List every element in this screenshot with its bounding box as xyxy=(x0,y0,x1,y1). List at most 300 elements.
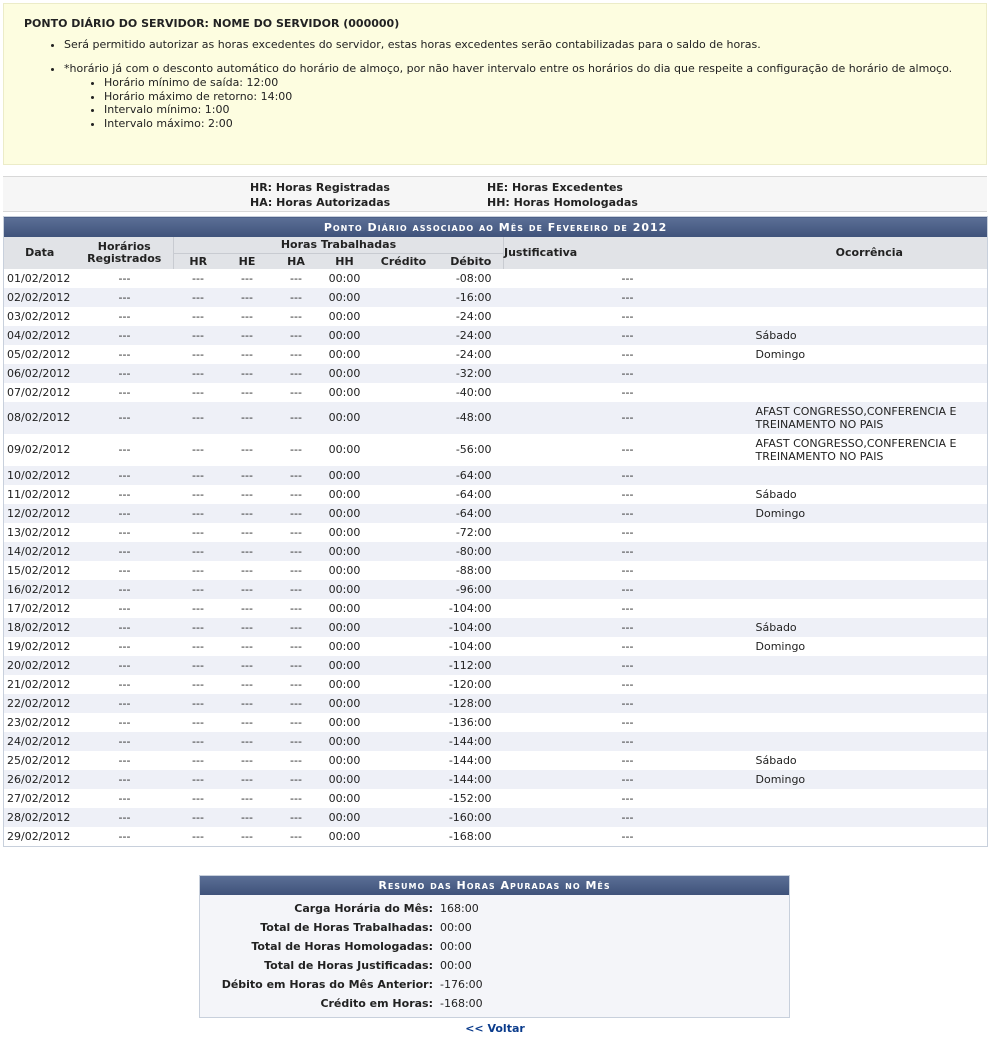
cell-credito xyxy=(369,789,439,808)
daily-timesheet-table xyxy=(3,216,988,847)
legend-hr: HR: Horas Registradas xyxy=(250,181,390,194)
col-header-hr: HR xyxy=(174,253,223,269)
cell-ha: --- xyxy=(272,326,321,345)
cell-hr: --- xyxy=(174,288,223,307)
cell-hr: --- xyxy=(192,791,204,805)
cell-credito xyxy=(369,694,439,713)
summary-label: Total de Horas Justificadas: xyxy=(264,959,433,972)
cell-hr: --- xyxy=(174,618,223,637)
cell-he: --- xyxy=(223,504,272,523)
cell-justificativa: --- xyxy=(621,829,634,843)
cell-he: --- xyxy=(223,808,272,827)
cell-date: 06/02/2012 xyxy=(4,364,76,383)
cell-hh: 00:00 xyxy=(328,443,361,456)
cell-debito: -72:00 xyxy=(455,525,492,539)
cell-credito xyxy=(369,770,439,789)
summary-label: Débito em Horas do Mês Anterior: xyxy=(221,978,433,991)
cell-ocorrencia: Sábado xyxy=(755,753,797,767)
cell-hh: 00:00 xyxy=(321,618,369,637)
cell-justificativa: --- xyxy=(621,601,634,615)
cell-hh: 00:00 xyxy=(328,791,361,805)
cell-he: --- xyxy=(241,677,253,691)
cell-hh: 00:00 xyxy=(328,525,361,539)
cell-hr: --- xyxy=(192,385,204,399)
cell-ocorrencia xyxy=(752,808,988,827)
cell-he: --- xyxy=(241,563,253,577)
cell-credito xyxy=(369,364,439,383)
cell-ha: --- xyxy=(290,563,302,577)
summary-value: -168:00 xyxy=(440,997,483,1010)
cell-date: 26/02/2012 xyxy=(4,770,76,789)
cell-hr: --- xyxy=(192,525,204,539)
cell-credito xyxy=(369,434,439,466)
cell-ocorrencia: Sábado xyxy=(752,618,988,637)
cell-ha: --- xyxy=(272,808,321,827)
summary-value: 00:00 xyxy=(440,959,472,972)
cell-horarios: --- xyxy=(118,525,131,539)
cell-ha: --- xyxy=(272,542,321,561)
cell-horarios: --- xyxy=(76,402,174,434)
table-row xyxy=(4,751,988,770)
back-link[interactable]: << Voltar xyxy=(465,1022,525,1035)
summary-label: Carga Horária do Mês: xyxy=(294,902,433,915)
cell-ocorrencia xyxy=(752,466,988,485)
summary-value: 00:00 xyxy=(440,921,472,934)
cell-ocorrencia: Domingo xyxy=(755,347,806,361)
cell-horarios: --- xyxy=(76,326,174,345)
cell-hh: 00:00 xyxy=(321,402,369,434)
cell-hh: 00:00 xyxy=(328,829,361,843)
cell-justificativa: --- xyxy=(621,385,634,399)
cell-horarios: --- xyxy=(118,385,131,399)
table-row xyxy=(4,637,988,656)
cell-hr: --- xyxy=(192,715,204,729)
cell-hr: --- xyxy=(192,829,204,843)
cell-horarios: --- xyxy=(76,364,174,383)
col-header-credito: Crédito xyxy=(369,253,439,269)
summary-panel xyxy=(199,875,790,1018)
cell-date: 07/02/2012 xyxy=(7,385,71,399)
info-bullet-text: *horário já com o desconto automático do horário de almoço, por não haver intervalo entre os horários do dia que respeite a configuração de horário de almoço. xyxy=(64,62,953,75)
cell-credito xyxy=(369,542,439,561)
cell-he: --- xyxy=(241,385,253,399)
table-row xyxy=(4,326,988,345)
cell-ocorrencia: Sábado xyxy=(752,326,988,345)
cell-credito xyxy=(369,637,439,656)
cell-date: 09/02/2012 xyxy=(7,443,71,456)
cell-hr: --- xyxy=(174,402,223,434)
cell-justificativa: --- xyxy=(621,487,634,501)
table-row xyxy=(4,307,988,326)
cell-he: --- xyxy=(241,791,253,805)
legend-bar xyxy=(3,176,987,212)
cell-ha: --- xyxy=(290,271,302,285)
cell-he: --- xyxy=(241,753,253,767)
cell-ocorrencia xyxy=(752,542,988,561)
cell-hh: 00:00 xyxy=(328,487,361,501)
table-row xyxy=(4,523,988,542)
summary-label: Crédito em Horas: xyxy=(320,997,433,1010)
cell-date: 10/02/2012 xyxy=(4,466,76,485)
summary-value: 00:00 xyxy=(440,940,472,953)
summary-row xyxy=(200,918,789,937)
cell-ha: --- xyxy=(272,288,321,307)
cell-horarios: --- xyxy=(118,639,131,653)
lunch-config-item: • Horário máximo de retorno: 14:00 xyxy=(104,90,984,104)
cell-justificativa: --- xyxy=(504,580,752,599)
cell-ocorrencia: Domingo xyxy=(755,639,806,653)
cell-ha: --- xyxy=(272,580,321,599)
cell-ha: --- xyxy=(272,656,321,675)
cell-date: 13/02/2012 xyxy=(7,525,71,539)
cell-ocorrencia xyxy=(752,675,988,694)
table-caption: Ponto Diário associado ao Mês de Fevereiro de 2012 xyxy=(4,217,988,238)
cell-justificativa: --- xyxy=(504,504,752,523)
cell-he: --- xyxy=(241,715,253,729)
cell-justificativa: --- xyxy=(621,753,634,767)
cell-horarios: --- xyxy=(118,715,131,729)
col-header-he: HE xyxy=(223,253,272,269)
table-row xyxy=(4,485,988,504)
cell-debito: -144:00 xyxy=(439,770,504,789)
cell-credito xyxy=(369,751,439,770)
col-header-ha: HA xyxy=(272,253,321,269)
cell-horarios: --- xyxy=(118,271,131,285)
cell-horarios: --- xyxy=(118,601,131,615)
cell-date: 17/02/2012 xyxy=(7,601,71,615)
cell-hr: --- xyxy=(192,677,204,691)
cell-horarios: --- xyxy=(118,347,131,361)
cell-hr: --- xyxy=(192,639,204,653)
cell-hh: 00:00 xyxy=(321,770,369,789)
cell-credito xyxy=(369,307,439,326)
cell-hr: --- xyxy=(192,601,204,615)
cell-justificativa: --- xyxy=(621,525,634,539)
table-row xyxy=(4,288,988,307)
cell-he: --- xyxy=(241,829,253,843)
cell-ocorrencia: AFAST CONGRESSO,CONFERENCIA E TREINAMENTO NO PAIS xyxy=(755,436,957,463)
cell-hr: --- xyxy=(174,326,223,345)
cell-hr: --- xyxy=(174,770,223,789)
cell-ha: --- xyxy=(290,791,302,805)
cell-he: --- xyxy=(223,694,272,713)
cell-debito: -104:00 xyxy=(439,618,504,637)
cell-ha: --- xyxy=(290,443,302,456)
cell-horarios: --- xyxy=(76,288,174,307)
cell-date: 24/02/2012 xyxy=(4,732,76,751)
cell-justificativa: --- xyxy=(621,309,634,323)
cell-justificativa: --- xyxy=(504,694,752,713)
cell-date: 23/02/2012 xyxy=(7,715,71,729)
cell-debito: -136:00 xyxy=(448,715,492,729)
cell-he: --- xyxy=(223,402,272,434)
cell-ha: --- xyxy=(290,347,302,361)
cell-hh: 00:00 xyxy=(328,347,361,361)
cell-hh: 00:00 xyxy=(328,271,361,285)
cell-debito: -48:00 xyxy=(439,402,504,434)
cell-ocorrencia xyxy=(752,656,988,675)
col-header-horarios: Horários Registrados xyxy=(76,237,174,269)
cell-ocorrencia xyxy=(752,732,988,751)
cell-he: --- xyxy=(223,364,272,383)
cell-credito xyxy=(369,675,439,694)
cell-horarios: --- xyxy=(118,443,131,456)
cell-hh: 00:00 xyxy=(321,580,369,599)
cell-date: 14/02/2012 xyxy=(4,542,76,561)
cell-hr: --- xyxy=(174,694,223,713)
cell-credito xyxy=(369,656,439,675)
cell-ha: --- xyxy=(272,732,321,751)
table-row xyxy=(4,789,988,808)
cell-debito: -24:00 xyxy=(455,309,492,323)
cell-debito: -96:00 xyxy=(439,580,504,599)
cell-debito: -120:00 xyxy=(448,677,492,691)
cell-ocorrencia xyxy=(752,580,988,599)
col-header-justificativa: Justificativa xyxy=(504,237,752,269)
cell-debito: -64:00 xyxy=(439,466,504,485)
summary-value: 168:00 xyxy=(440,902,479,915)
table-row xyxy=(4,827,988,847)
cell-ocorrencia xyxy=(752,561,988,580)
cell-date: 05/02/2012 xyxy=(7,347,71,361)
cell-he: --- xyxy=(241,639,253,653)
cell-debito: -08:00 xyxy=(455,271,492,285)
cell-debito: -104:00 xyxy=(448,601,492,615)
cell-date: 11/02/2012 xyxy=(7,487,71,501)
cell-ha: --- xyxy=(290,753,302,767)
cell-date: 03/02/2012 xyxy=(7,309,71,323)
cell-debito: -144:00 xyxy=(439,732,504,751)
cell-ocorrencia xyxy=(752,713,988,732)
table-row xyxy=(4,599,988,618)
summary-row xyxy=(200,975,789,994)
cell-ocorrencia xyxy=(752,269,988,288)
col-header-ocorrencia: Ocorrência xyxy=(752,237,988,269)
cell-justificativa: --- xyxy=(504,288,752,307)
cell-date: 21/02/2012 xyxy=(7,677,71,691)
cell-credito xyxy=(369,713,439,732)
lunch-config-item: • Horário mínimo de saída: 12:00 xyxy=(104,76,984,90)
cell-debito: -64:00 xyxy=(439,504,504,523)
cell-ha: --- xyxy=(290,487,302,501)
cell-date: 18/02/2012 xyxy=(4,618,76,637)
cell-horarios: --- xyxy=(118,309,131,323)
cell-hh: 00:00 xyxy=(321,466,369,485)
page-title: PONTO DIÁRIO DO SERVIDOR: NOME DO SERVIDOR (000000) xyxy=(24,17,400,30)
legend-hh: HH: Horas Homologadas xyxy=(487,196,638,209)
cell-justificativa: --- xyxy=(504,732,752,751)
cell-hr: --- xyxy=(192,487,204,501)
cell-he: --- xyxy=(241,525,253,539)
cell-credito xyxy=(369,732,439,751)
info-panel xyxy=(3,3,987,165)
cell-ocorrencia: Sábado xyxy=(755,487,797,501)
cell-horarios: --- xyxy=(118,829,131,843)
cell-debito: -24:00 xyxy=(439,326,504,345)
cell-horarios: --- xyxy=(76,732,174,751)
cell-debito: -64:00 xyxy=(455,487,492,501)
table-row xyxy=(4,713,988,732)
cell-hh: 00:00 xyxy=(328,715,361,729)
cell-he: --- xyxy=(223,542,272,561)
cell-hr: --- xyxy=(192,753,204,767)
cell-hh: 00:00 xyxy=(321,288,369,307)
cell-he: --- xyxy=(223,656,272,675)
cell-ocorrencia xyxy=(752,694,988,713)
cell-horarios: --- xyxy=(76,542,174,561)
cell-credito xyxy=(369,504,439,523)
cell-justificativa: --- xyxy=(504,770,752,789)
cell-hh: 00:00 xyxy=(328,639,361,653)
cell-ha: --- xyxy=(290,309,302,323)
cell-ocorrencia: AFAST CONGRESSO,CONFERENCIA E TREINAMENTO NO PAIS xyxy=(752,402,988,434)
cell-justificativa: --- xyxy=(504,364,752,383)
summary-row xyxy=(200,956,789,975)
cell-hh: 00:00 xyxy=(328,601,361,615)
table-row xyxy=(4,402,988,434)
cell-credito xyxy=(369,827,439,847)
cell-he: --- xyxy=(223,288,272,307)
cell-hh: 00:00 xyxy=(321,694,369,713)
cell-credito xyxy=(369,561,439,580)
cell-horarios: --- xyxy=(76,466,174,485)
table-row xyxy=(4,580,988,599)
cell-justificativa: --- xyxy=(504,402,752,434)
legend-ha: HA: Horas Autorizadas xyxy=(250,196,391,209)
table-row xyxy=(4,808,988,827)
cell-horarios: --- xyxy=(118,487,131,501)
cell-date: 01/02/2012 xyxy=(7,271,71,285)
cell-he: --- xyxy=(223,618,272,637)
cell-ocorrencia xyxy=(752,307,988,326)
cell-credito xyxy=(369,485,439,504)
table-row xyxy=(4,434,988,466)
cell-date: 04/02/2012 xyxy=(4,326,76,345)
cell-justificativa: --- xyxy=(621,347,634,361)
cell-hr: --- xyxy=(174,466,223,485)
cell-he: --- xyxy=(223,326,272,345)
cell-hr: --- xyxy=(174,732,223,751)
cell-debito: -40:00 xyxy=(455,385,492,399)
cell-date: 29/02/2012 xyxy=(7,829,71,843)
cell-justificativa: --- xyxy=(504,618,752,637)
cell-ha: --- xyxy=(290,525,302,539)
cell-ha: --- xyxy=(272,466,321,485)
table-row xyxy=(4,504,988,523)
cell-credito xyxy=(369,288,439,307)
cell-credito xyxy=(369,523,439,542)
cell-hh: 00:00 xyxy=(328,385,361,399)
cell-justificativa: --- xyxy=(504,656,752,675)
table-row xyxy=(4,269,988,288)
cell-debito: -112:00 xyxy=(439,656,504,675)
summary-label: Total de Horas Homologadas: xyxy=(251,940,433,953)
cell-hh: 00:00 xyxy=(321,504,369,523)
cell-ha: --- xyxy=(272,618,321,637)
cell-hh: 00:00 xyxy=(321,542,369,561)
cell-debito: -104:00 xyxy=(448,639,492,653)
cell-horarios: --- xyxy=(76,694,174,713)
table-row xyxy=(4,656,988,675)
cell-hh: 00:00 xyxy=(328,563,361,577)
table-row xyxy=(4,694,988,713)
cell-he: --- xyxy=(223,466,272,485)
cell-horarios: --- xyxy=(76,656,174,675)
table-row xyxy=(4,383,988,402)
cell-horarios: --- xyxy=(76,504,174,523)
cell-horarios: --- xyxy=(118,791,131,805)
col-header-debito: Débito xyxy=(439,253,504,269)
col-header-data: Data xyxy=(4,237,76,269)
cell-he: --- xyxy=(241,271,253,285)
cell-ocorrencia xyxy=(752,383,988,402)
cell-ha: --- xyxy=(290,385,302,399)
cell-ocorrencia xyxy=(752,523,988,542)
cell-horarios: --- xyxy=(118,563,131,577)
table-row xyxy=(4,364,988,383)
col-header-hh: HH xyxy=(321,253,369,269)
cell-credito xyxy=(369,383,439,402)
cell-justificativa: --- xyxy=(621,791,634,805)
info-bullet xyxy=(64,62,984,130)
lunch-config-item: • Intervalo máximo: 2:00 xyxy=(104,117,984,131)
cell-ha: --- xyxy=(290,601,302,615)
cell-he: --- xyxy=(223,770,272,789)
cell-ha: --- xyxy=(290,677,302,691)
cell-debito: -88:00 xyxy=(455,563,492,577)
cell-debito: -24:00 xyxy=(455,347,492,361)
summary-caption: Resumo das Horas Apuradas no Mês xyxy=(200,876,789,895)
cell-credito xyxy=(369,618,439,637)
summary-row xyxy=(200,937,789,956)
cell-ha: --- xyxy=(272,770,321,789)
cell-horarios: --- xyxy=(76,770,174,789)
cell-justificativa: --- xyxy=(504,466,752,485)
cell-he: --- xyxy=(223,580,272,599)
cell-date: 28/02/2012 xyxy=(4,808,76,827)
cell-he: --- xyxy=(241,443,253,456)
cell-ha: --- xyxy=(272,402,321,434)
table-row xyxy=(4,770,988,789)
table-row xyxy=(4,542,988,561)
cell-debito: -160:00 xyxy=(439,808,504,827)
table-row xyxy=(4,561,988,580)
cell-ha: --- xyxy=(290,829,302,843)
cell-hh: 00:00 xyxy=(321,326,369,345)
cell-hh: 00:00 xyxy=(321,732,369,751)
cell-credito xyxy=(369,269,439,288)
cell-date: 19/02/2012 xyxy=(7,639,71,653)
cell-debito: -32:00 xyxy=(439,364,504,383)
cell-hr: --- xyxy=(174,580,223,599)
cell-horarios: --- xyxy=(76,618,174,637)
summary-value: -176:00 xyxy=(440,978,483,991)
cell-justificativa: --- xyxy=(621,639,634,653)
cell-hr: --- xyxy=(174,504,223,523)
cell-hr: --- xyxy=(192,309,204,323)
summary-row xyxy=(200,899,789,918)
cell-hr: --- xyxy=(174,808,223,827)
info-bullet: • Será permitido autorizar as horas excedentes do servidor, estas horas excedentes serão contabilizadas para o saldo de horas. xyxy=(64,38,984,51)
cell-hh: 00:00 xyxy=(321,364,369,383)
cell-ocorrencia xyxy=(752,288,988,307)
cell-hh: 00:00 xyxy=(321,808,369,827)
info-list xyxy=(28,38,984,141)
lunch-config-item: • Intervalo mínimo: 1:00 xyxy=(104,103,984,117)
cell-ocorrencia xyxy=(752,789,988,808)
table-row xyxy=(4,466,988,485)
cell-date: 27/02/2012 xyxy=(7,791,71,805)
